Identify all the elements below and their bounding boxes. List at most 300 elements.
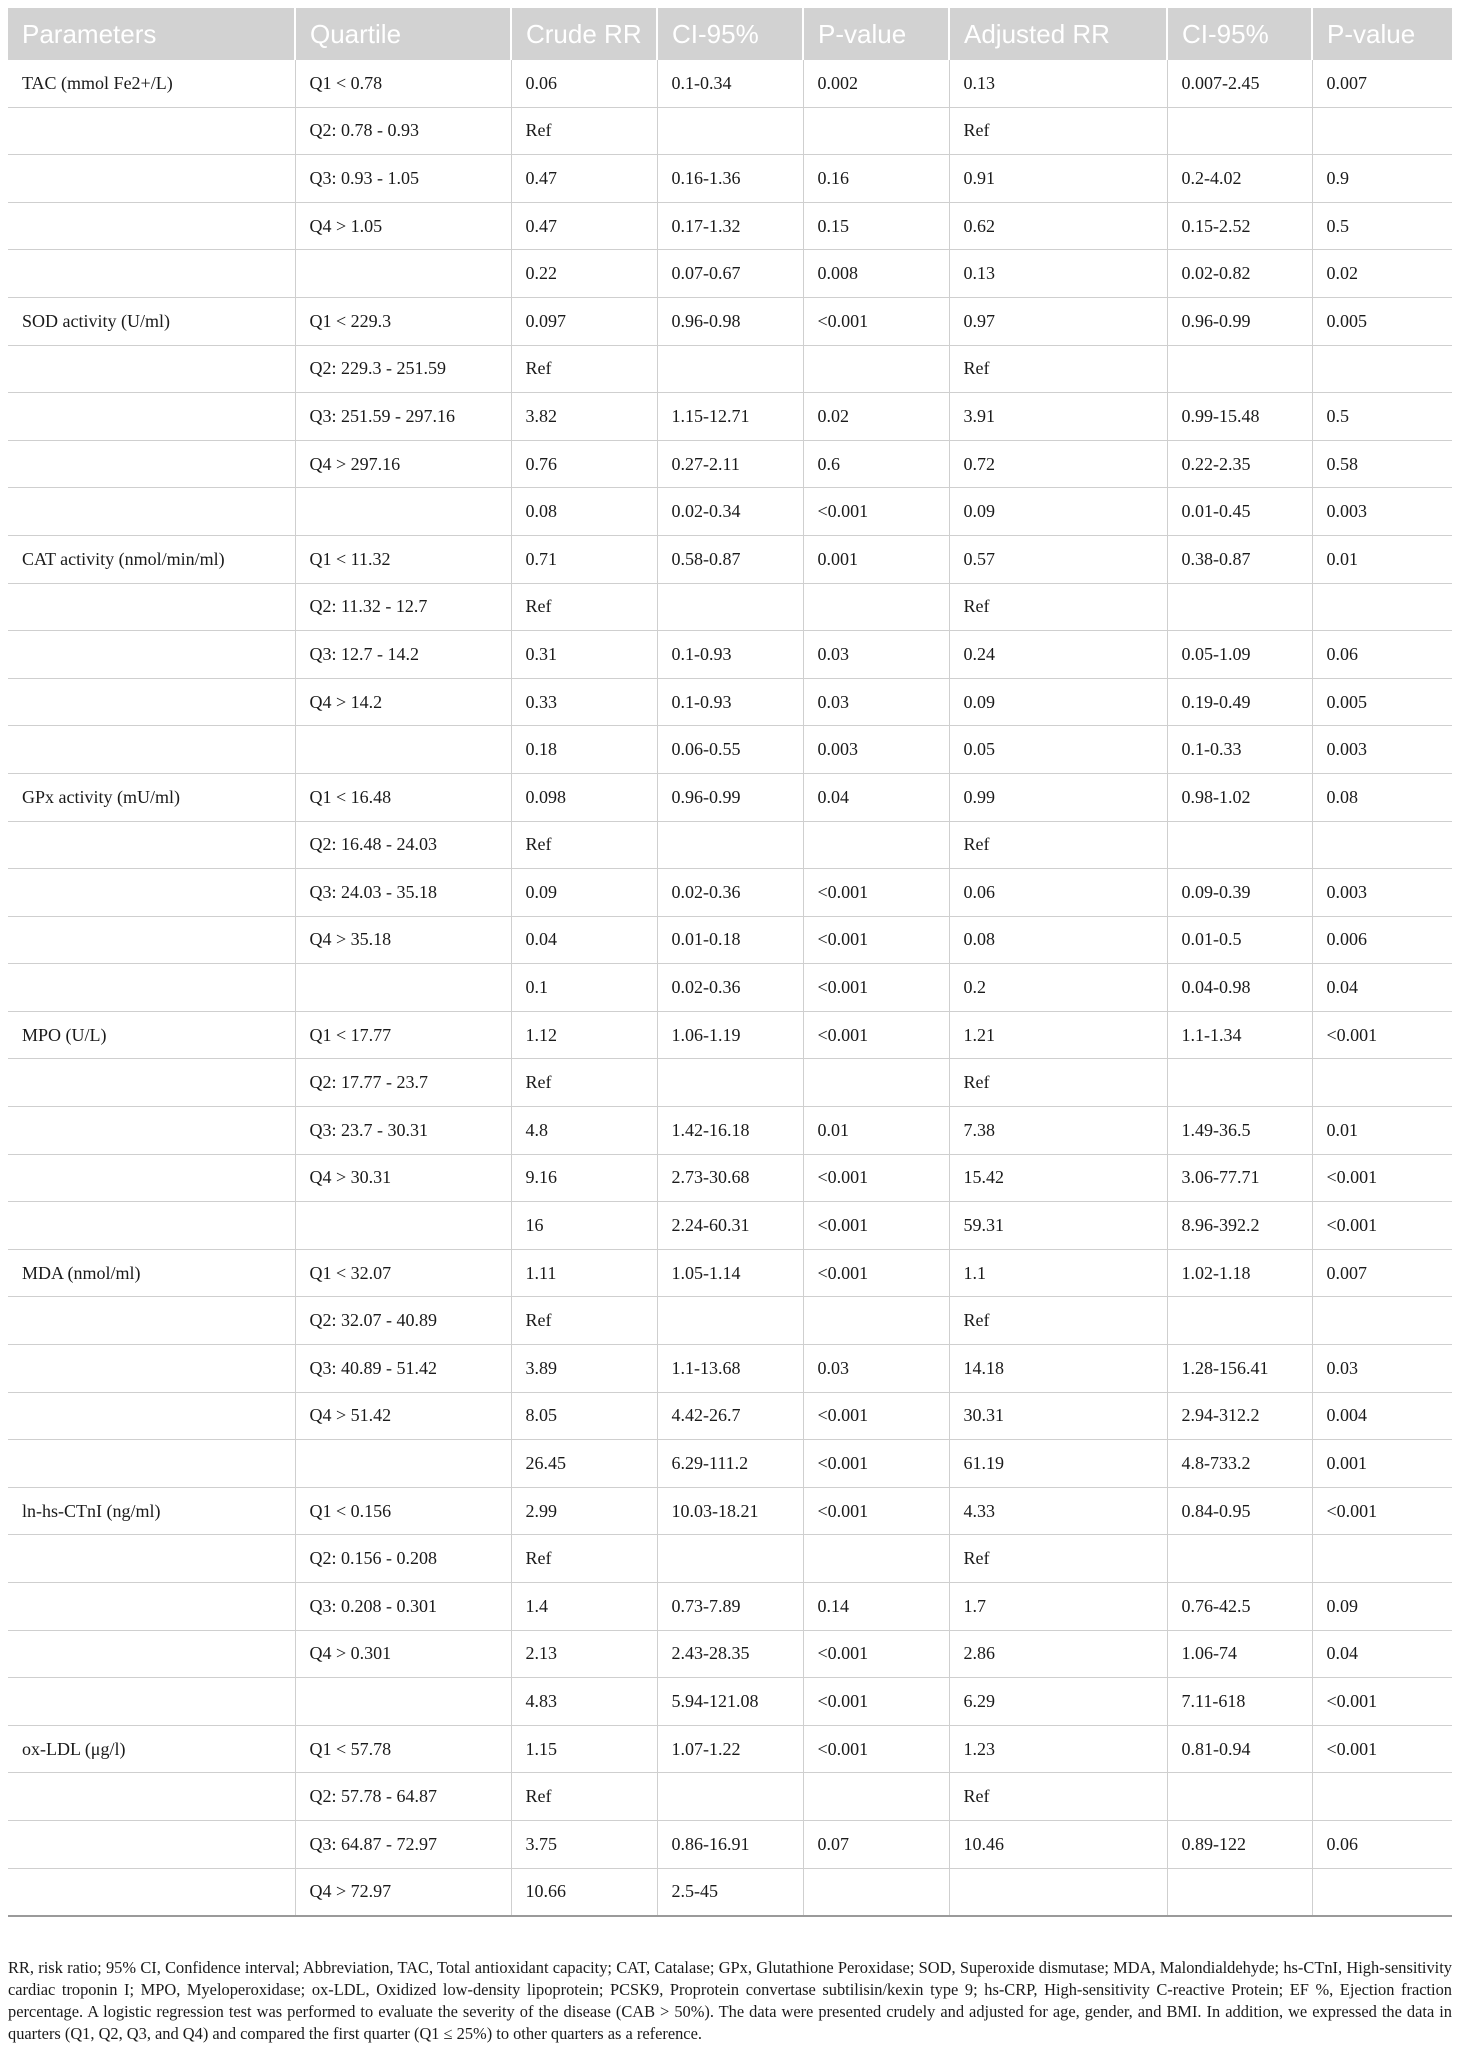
adjusted-p-cell: 0.003 [1312, 869, 1452, 917]
adjusted-p-cell: 0.58 [1312, 440, 1452, 488]
adjusted-rr-cell: 1.23 [949, 1725, 1167, 1773]
crude-p-cell: <0.001 [803, 297, 949, 345]
adjusted-p-cell [1312, 1535, 1452, 1583]
crude-rr-cell: 0.08 [511, 488, 657, 536]
crude-rr-cell: Ref [511, 1535, 657, 1583]
table-row [8, 1345, 1452, 1393]
adjusted-ci-cell: 0.89-122 [1167, 1820, 1312, 1868]
header-parameters: Parameters [8, 8, 295, 60]
crude-p-cell: <0.001 [803, 1202, 949, 1250]
crude-rr-cell: 16 [511, 1202, 657, 1250]
adjusted-ci-cell [1167, 1535, 1312, 1583]
crude-rr-cell: 10.66 [511, 1868, 657, 1916]
quartile-cell: Q4 > 30.31 [295, 1154, 511, 1202]
adjusted-p-cell: 0.04 [1312, 964, 1452, 1012]
crude-rr-cell: 3.89 [511, 1345, 657, 1393]
parameter-cell: ln-hs-CTnI (ng/ml) [8, 1487, 295, 1535]
adjusted-ci-cell [1167, 107, 1312, 155]
table-row [8, 916, 1452, 964]
quartile-cell: Q1 < 16.48 [295, 773, 511, 821]
table-row [8, 821, 1452, 869]
table-row [8, 60, 1452, 107]
table-row [8, 107, 1452, 155]
adjusted-ci-cell: 0.98-1.02 [1167, 773, 1312, 821]
adjusted-rr-cell: 15.42 [949, 1154, 1167, 1202]
table-row [8, 1678, 1452, 1726]
adjusted-rr-cell: 0.72 [949, 440, 1167, 488]
quartile-cell: Q1 < 11.32 [295, 535, 511, 583]
parameter-cell [8, 107, 295, 155]
adjusted-p-cell: 0.007 [1312, 1249, 1452, 1297]
header-adjusted-rr: Adjusted RR [949, 8, 1167, 60]
quartile-cell: Q3: 64.87 - 72.97 [295, 1820, 511, 1868]
quartile-cell: Q1 < 57.78 [295, 1725, 511, 1773]
crude-rr-cell: 0.47 [511, 202, 657, 250]
crude-ci-cell: 1.06-1.19 [657, 1011, 803, 1059]
adjusted-p-cell: <0.001 [1312, 1678, 1452, 1726]
crude-ci-cell: 1.05-1.14 [657, 1249, 803, 1297]
quartile-cell [295, 1202, 511, 1250]
quartile-cell [295, 964, 511, 1012]
adjusted-ci-cell: 1.1-1.34 [1167, 1011, 1312, 1059]
risk-ratio-table [8, 8, 1452, 1917]
crude-ci-cell [657, 1773, 803, 1821]
crude-ci-cell: 0.58-0.87 [657, 535, 803, 583]
crude-ci-cell: 0.01-0.18 [657, 916, 803, 964]
quartile-cell [295, 250, 511, 298]
adjusted-rr-cell: Ref [949, 1297, 1167, 1345]
parameter-cell [8, 631, 295, 679]
parameter-cell [8, 678, 295, 726]
adjusted-rr-cell: Ref [949, 821, 1167, 869]
quartile-cell: Q3: 40.89 - 51.42 [295, 1345, 511, 1393]
adjusted-p-cell: 0.02 [1312, 250, 1452, 298]
crude-rr-cell: 4.83 [511, 1678, 657, 1726]
crude-ci-cell: 0.17-1.32 [657, 202, 803, 250]
header-crude-p-value: P-value [803, 8, 949, 60]
crude-rr-cell: 3.75 [511, 1820, 657, 1868]
crude-p-cell: 0.02 [803, 393, 949, 441]
crude-p-cell: <0.001 [803, 964, 949, 1012]
crude-rr-cell: 0.04 [511, 916, 657, 964]
parameter-cell [8, 1059, 295, 1107]
adjusted-p-cell: 0.09 [1312, 1583, 1452, 1631]
adjusted-p-cell: 0.001 [1312, 1440, 1452, 1488]
crude-rr-cell: Ref [511, 821, 657, 869]
adjusted-p-cell: 0.007 [1312, 60, 1452, 107]
adjusted-p-cell: 0.5 [1312, 202, 1452, 250]
parameter-cell [8, 1583, 295, 1631]
adjusted-p-cell [1312, 1773, 1452, 1821]
adjusted-ci-cell: 0.1-0.33 [1167, 726, 1312, 774]
adjusted-ci-cell: 0.19-0.49 [1167, 678, 1312, 726]
adjusted-p-cell [1312, 1297, 1452, 1345]
adjusted-ci-cell: 0.22-2.35 [1167, 440, 1312, 488]
crude-ci-cell: 0.02-0.34 [657, 488, 803, 536]
parameter-cell [8, 440, 295, 488]
parameter-cell [8, 155, 295, 203]
crude-rr-cell: Ref [511, 107, 657, 155]
table-row [8, 678, 1452, 726]
parameter-cell [8, 488, 295, 536]
table-row [8, 155, 1452, 203]
table-row [8, 773, 1452, 821]
parameter-cell [8, 583, 295, 631]
adjusted-rr-cell [949, 1868, 1167, 1916]
adjusted-ci-cell [1167, 1773, 1312, 1821]
table-row [8, 345, 1452, 393]
adjusted-ci-cell [1167, 821, 1312, 869]
table-row [8, 964, 1452, 1012]
quartile-cell [295, 1678, 511, 1726]
adjusted-rr-cell: 3.91 [949, 393, 1167, 441]
adjusted-p-cell: <0.001 [1312, 1725, 1452, 1773]
parameter-cell [8, 726, 295, 774]
table-row [8, 631, 1452, 679]
quartile-cell: Q2: 229.3 - 251.59 [295, 345, 511, 393]
crude-rr-cell: 0.1 [511, 964, 657, 1012]
crude-ci-cell: 2.5-45 [657, 1868, 803, 1916]
adjusted-ci-cell [1167, 1868, 1312, 1916]
table-row [8, 1011, 1452, 1059]
crude-p-cell: 0.03 [803, 678, 949, 726]
adjusted-rr-cell: 61.19 [949, 1440, 1167, 1488]
adjusted-rr-cell: 0.62 [949, 202, 1167, 250]
crude-rr-cell: 0.097 [511, 297, 657, 345]
parameter-cell: SOD activity (U/ml) [8, 297, 295, 345]
parameter-cell [8, 202, 295, 250]
quartile-cell: Q4 > 0.301 [295, 1630, 511, 1678]
adjusted-rr-cell: 30.31 [949, 1392, 1167, 1440]
quartile-cell: Q2: 16.48 - 24.03 [295, 821, 511, 869]
adjusted-ci-cell: 0.01-0.45 [1167, 488, 1312, 536]
crude-rr-cell: 1.15 [511, 1725, 657, 1773]
crude-rr-cell: 0.31 [511, 631, 657, 679]
table-row [8, 1107, 1452, 1155]
adjusted-ci-cell: 0.04-0.98 [1167, 964, 1312, 1012]
adjusted-rr-cell: 59.31 [949, 1202, 1167, 1250]
table-row [8, 1487, 1452, 1535]
adjusted-rr-cell: Ref [949, 107, 1167, 155]
adjusted-ci-cell: 0.2-4.02 [1167, 155, 1312, 203]
crude-rr-cell: 9.16 [511, 1154, 657, 1202]
adjusted-ci-cell: 0.05-1.09 [1167, 631, 1312, 679]
crude-p-cell: 0.16 [803, 155, 949, 203]
adjusted-rr-cell: 0.91 [949, 155, 1167, 203]
quartile-cell [295, 1440, 511, 1488]
parameter-cell [8, 1154, 295, 1202]
crude-p-cell: <0.001 [803, 1678, 949, 1726]
crude-ci-cell: 0.96-0.99 [657, 773, 803, 821]
crude-p-cell: 0.01 [803, 1107, 949, 1155]
parameter-cell [8, 1392, 295, 1440]
adjusted-rr-cell: 0.99 [949, 773, 1167, 821]
crude-rr-cell: 0.098 [511, 773, 657, 821]
crude-rr-cell: 2.99 [511, 1487, 657, 1535]
crude-ci-cell: 10.03-18.21 [657, 1487, 803, 1535]
crude-ci-cell: 0.1-0.93 [657, 678, 803, 726]
crude-ci-cell: 1.42-16.18 [657, 1107, 803, 1155]
table-row [8, 297, 1452, 345]
quartile-cell: Q1 < 0.78 [295, 60, 511, 107]
adjusted-p-cell: 0.08 [1312, 773, 1452, 821]
crude-rr-cell: 4.8 [511, 1107, 657, 1155]
quartile-cell: Q4 > 297.16 [295, 440, 511, 488]
crude-p-cell: <0.001 [803, 869, 949, 917]
table-row [8, 1630, 1452, 1678]
crude-rr-cell: Ref [511, 1773, 657, 1821]
quartile-cell: Q3: 23.7 - 30.31 [295, 1107, 511, 1155]
adjusted-rr-cell: 2.86 [949, 1630, 1167, 1678]
quartile-cell: Q2: 32.07 - 40.89 [295, 1297, 511, 1345]
adjusted-ci-cell: 7.11-618 [1167, 1678, 1312, 1726]
parameter-cell [8, 1440, 295, 1488]
crude-rr-cell: 26.45 [511, 1440, 657, 1488]
crude-ci-cell: 0.1-0.34 [657, 60, 803, 107]
adjusted-p-cell: 0.03 [1312, 1345, 1452, 1393]
adjusted-ci-cell: 0.96-0.99 [1167, 297, 1312, 345]
adjusted-p-cell [1312, 1059, 1452, 1107]
adjusted-ci-cell: 1.28-156.41 [1167, 1345, 1312, 1393]
quartile-cell: Q4 > 14.2 [295, 678, 511, 726]
crude-p-cell: <0.001 [803, 1487, 949, 1535]
crude-rr-cell: 1.4 [511, 1583, 657, 1631]
crude-p-cell [803, 1535, 949, 1583]
header-quartile: Quartile [295, 8, 511, 60]
adjusted-rr-cell: 0.06 [949, 869, 1167, 917]
crude-ci-cell: 0.02-0.36 [657, 964, 803, 1012]
quartile-cell: Q3: 251.59 - 297.16 [295, 393, 511, 441]
quartile-cell: Q4 > 35.18 [295, 916, 511, 964]
crude-rr-cell: 0.33 [511, 678, 657, 726]
crude-ci-cell: 2.24-60.31 [657, 1202, 803, 1250]
crude-ci-cell: 0.07-0.67 [657, 250, 803, 298]
adjusted-rr-cell: 1.1 [949, 1249, 1167, 1297]
crude-rr-cell: 0.06 [511, 60, 657, 107]
table-footnote: RR, risk ratio; 95% CI, Confidence interval; Abbreviation, TAC, Total antioxidant capacity; CAT, Catalase; GPx, Glutathione Peroxidase; SOD, Superoxide dismutase; MDA, Malondialdehyde; hs-CTnI, High-sensitivity cardiac troponin I; MPO, Myeloperoxidase; ox-LDL, Oxidized low-density lipoprotein; PCSK9, Proprotein convertase subtilisin/kexin type 9; hs-CRP, High-sensitivity C-reactive Protein; EF %, Ejection fraction percentage. A logistic regression test was performed to evaluate the severity of the disease (CAB > 50%). The data were presented crudely and adjusted for age, gender, and BMI. In addition, we expressed the data in quarters (Q1, Q2, Q3, and Q4) and compared the first quarter (Q1 ≤ 25%) to other quarters as a reference. [8, 1958, 1452, 2043]
quartile-cell: Q2: 57.78 - 64.87 [295, 1773, 511, 1821]
table-row [8, 535, 1452, 583]
adjusted-p-cell: 0.003 [1312, 726, 1452, 774]
crude-p-cell: <0.001 [803, 1392, 949, 1440]
quartile-cell: Q2: 0.78 - 0.93 [295, 107, 511, 155]
crude-ci-cell: 0.96-0.98 [657, 297, 803, 345]
table-row [8, 1583, 1452, 1631]
crude-p-cell: <0.001 [803, 488, 949, 536]
adjusted-ci-cell: 1.06-74 [1167, 1630, 1312, 1678]
parameter-cell: GPx activity (mU/ml) [8, 773, 295, 821]
adjusted-rr-cell: 7.38 [949, 1107, 1167, 1155]
adjusted-ci-cell [1167, 345, 1312, 393]
table-body [8, 60, 1452, 1916]
table-row [8, 250, 1452, 298]
adjusted-rr-cell: 6.29 [949, 1678, 1167, 1726]
crude-p-cell: <0.001 [803, 1249, 949, 1297]
crude-p-cell: <0.001 [803, 1440, 949, 1488]
crude-ci-cell: 0.27-2.11 [657, 440, 803, 488]
parameter-cell [8, 1345, 295, 1393]
adjusted-rr-cell: 10.46 [949, 1820, 1167, 1868]
table-row [8, 202, 1452, 250]
crude-ci-cell [657, 1059, 803, 1107]
crude-ci-cell: 0.06-0.55 [657, 726, 803, 774]
quartile-cell: Q1 < 229.3 [295, 297, 511, 345]
table-row [8, 1059, 1452, 1107]
crude-p-cell: 0.003 [803, 726, 949, 774]
adjusted-rr-cell: 0.13 [949, 60, 1167, 107]
table-row [8, 1773, 1452, 1821]
parameter-cell: TAC (mmol Fe2+/L) [8, 60, 295, 107]
quartile-cell: Q1 < 17.77 [295, 1011, 511, 1059]
quartile-cell: Q1 < 0.156 [295, 1487, 511, 1535]
adjusted-p-cell: <0.001 [1312, 1487, 1452, 1535]
header-adjusted-p-value: P-value [1312, 8, 1452, 60]
table-row [8, 869, 1452, 917]
crude-ci-cell: 5.94-121.08 [657, 1678, 803, 1726]
crude-rr-cell: Ref [511, 1059, 657, 1107]
crude-rr-cell: 0.09 [511, 869, 657, 917]
adjusted-p-cell: 0.005 [1312, 678, 1452, 726]
crude-rr-cell: 0.47 [511, 155, 657, 203]
adjusted-ci-cell: 0.02-0.82 [1167, 250, 1312, 298]
table-row [8, 1249, 1452, 1297]
adjusted-rr-cell: Ref [949, 1535, 1167, 1583]
adjusted-ci-cell: 0.81-0.94 [1167, 1725, 1312, 1773]
adjusted-p-cell: 0.006 [1312, 916, 1452, 964]
table-row [8, 1392, 1452, 1440]
quartile-cell [295, 726, 511, 774]
crude-rr-cell: 0.71 [511, 535, 657, 583]
parameter-cell [8, 1202, 295, 1250]
adjusted-p-cell: 0.004 [1312, 1392, 1452, 1440]
adjusted-rr-cell: 0.57 [949, 535, 1167, 583]
adjusted-rr-cell: Ref [949, 1773, 1167, 1821]
adjusted-rr-cell: 0.24 [949, 631, 1167, 679]
header-crude-ci: CI-95% [657, 8, 803, 60]
parameter-cell [8, 345, 295, 393]
table-row [8, 488, 1452, 536]
crude-rr-cell: Ref [511, 1297, 657, 1345]
quartile-cell: Q1 < 32.07 [295, 1249, 511, 1297]
parameter-cell: CAT activity (nmol/min/ml) [8, 535, 295, 583]
quartile-cell: Q4 > 72.97 [295, 1868, 511, 1916]
adjusted-ci-cell [1167, 1059, 1312, 1107]
adjusted-ci-cell: 0.007-2.45 [1167, 60, 1312, 107]
crude-rr-cell: 1.12 [511, 1011, 657, 1059]
parameter-cell: ox-LDL (μg/l) [8, 1725, 295, 1773]
crude-ci-cell [657, 345, 803, 393]
quartile-cell: Q3: 0.208 - 0.301 [295, 1583, 511, 1631]
parameter-cell: MDA (nmol/ml) [8, 1249, 295, 1297]
table-row [8, 726, 1452, 774]
adjusted-ci-cell: 2.94-312.2 [1167, 1392, 1312, 1440]
adjusted-rr-cell: 0.13 [949, 250, 1167, 298]
parameter-cell [8, 916, 295, 964]
adjusted-p-cell: 0.003 [1312, 488, 1452, 536]
crude-p-cell [803, 1297, 949, 1345]
table-row [8, 1154, 1452, 1202]
crude-rr-cell: Ref [511, 345, 657, 393]
crude-ci-cell: 0.86-16.91 [657, 1820, 803, 1868]
adjusted-p-cell: 0.06 [1312, 631, 1452, 679]
adjusted-p-cell: 0.9 [1312, 155, 1452, 203]
crude-p-cell: <0.001 [803, 1630, 949, 1678]
crude-p-cell: 0.14 [803, 1583, 949, 1631]
adjusted-ci-cell: 8.96-392.2 [1167, 1202, 1312, 1250]
table-row [8, 393, 1452, 441]
crude-p-cell: 0.001 [803, 535, 949, 583]
crude-ci-cell: 0.02-0.36 [657, 869, 803, 917]
table-row [8, 1868, 1452, 1916]
parameter-cell [8, 393, 295, 441]
crude-rr-cell: 8.05 [511, 1392, 657, 1440]
crude-ci-cell: 2.73-30.68 [657, 1154, 803, 1202]
adjusted-p-cell: 0.01 [1312, 535, 1452, 583]
crude-p-cell: 0.03 [803, 1345, 949, 1393]
table-row [8, 440, 1452, 488]
adjusted-rr-cell: 0.97 [949, 297, 1167, 345]
adjusted-rr-cell: 0.2 [949, 964, 1167, 1012]
crude-ci-cell: 0.1-0.93 [657, 631, 803, 679]
crude-ci-cell: 0.73-7.89 [657, 1583, 803, 1631]
adjusted-p-cell [1312, 107, 1452, 155]
adjusted-p-cell: 0.06 [1312, 1820, 1452, 1868]
quartile-cell: Q2: 0.156 - 0.208 [295, 1535, 511, 1583]
adjusted-ci-cell: 0.76-42.5 [1167, 1583, 1312, 1631]
adjusted-p-cell: 0.01 [1312, 1107, 1452, 1155]
adjusted-p-cell: <0.001 [1312, 1011, 1452, 1059]
adjusted-rr-cell: 0.05 [949, 726, 1167, 774]
crude-p-cell: 0.6 [803, 440, 949, 488]
adjusted-rr-cell: 1.7 [949, 1583, 1167, 1631]
table-row [8, 1440, 1452, 1488]
parameter-cell [8, 1773, 295, 1821]
quartile-cell: Q2: 17.77 - 23.7 [295, 1059, 511, 1107]
adjusted-rr-cell: 0.08 [949, 916, 1167, 964]
adjusted-p-cell: 0.5 [1312, 393, 1452, 441]
quartile-cell: Q3: 12.7 - 14.2 [295, 631, 511, 679]
quartile-cell: Q3: 0.93 - 1.05 [295, 155, 511, 203]
parameter-cell [8, 869, 295, 917]
crude-ci-cell [657, 1535, 803, 1583]
adjusted-p-cell [1312, 1868, 1452, 1916]
crude-p-cell: 0.04 [803, 773, 949, 821]
crude-rr-cell: 3.82 [511, 393, 657, 441]
crude-p-cell: 0.15 [803, 202, 949, 250]
adjusted-rr-cell: 0.09 [949, 488, 1167, 536]
adjusted-ci-cell [1167, 583, 1312, 631]
adjusted-ci-cell: 3.06-77.71 [1167, 1154, 1312, 1202]
table-row [8, 1297, 1452, 1345]
adjusted-p-cell: 0.005 [1312, 297, 1452, 345]
header-crude-rr: Crude RR [511, 8, 657, 60]
crude-rr-cell: 0.76 [511, 440, 657, 488]
adjusted-p-cell [1312, 583, 1452, 631]
parameter-cell [8, 1820, 295, 1868]
adjusted-p-cell: <0.001 [1312, 1154, 1452, 1202]
adjusted-p-cell [1312, 821, 1452, 869]
crude-p-cell: <0.001 [803, 1725, 949, 1773]
quartile-cell: Q2: 11.32 - 12.7 [295, 583, 511, 631]
table-row [8, 1725, 1452, 1773]
adjusted-ci-cell: 0.38-0.87 [1167, 535, 1312, 583]
parameter-cell [8, 1535, 295, 1583]
quartile-cell [295, 488, 511, 536]
crude-p-cell [803, 1868, 949, 1916]
table-header-row [8, 8, 1452, 60]
crude-rr-cell: Ref [511, 583, 657, 631]
quartile-cell: Q4 > 1.05 [295, 202, 511, 250]
